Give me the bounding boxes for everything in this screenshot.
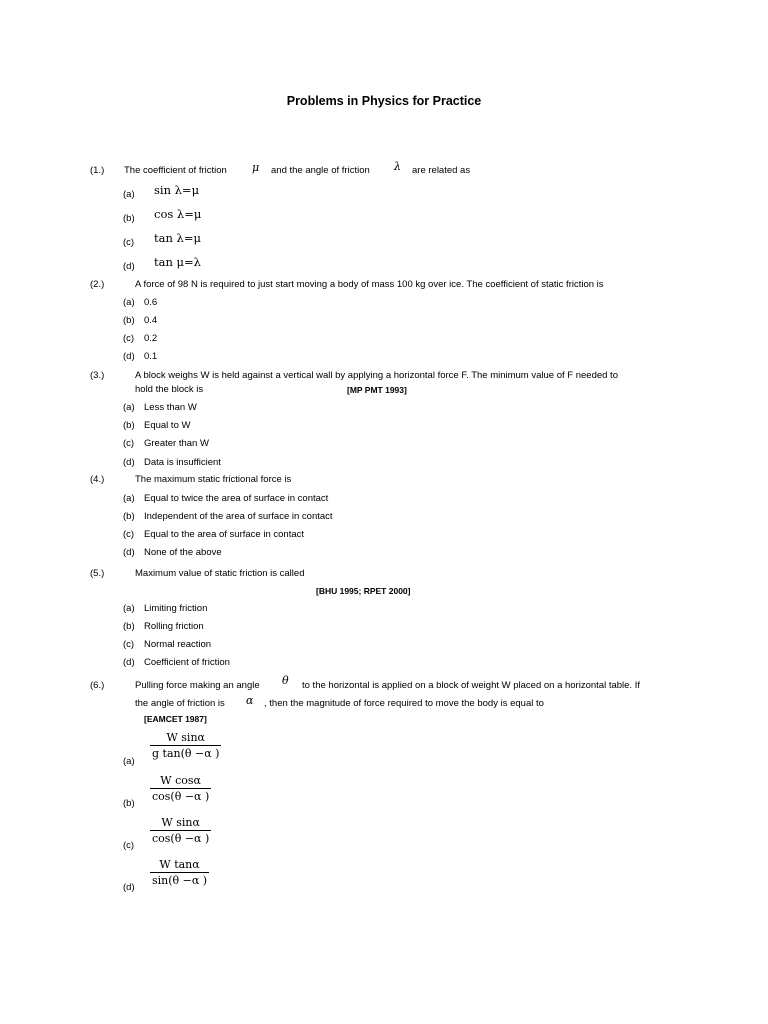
q3-option-text: Data is insufficient	[144, 457, 221, 468]
q3-text-line1: A block weighs W is held against a vertical wall by applying a horizontal force F. The minimum value of F needed to	[135, 370, 618, 381]
fraction-denominator: cos(θ −α )	[152, 832, 210, 845]
q2-option-text: 0.2	[144, 333, 158, 344]
q5-number: (5.)	[90, 568, 105, 579]
q1-option-label: (b)	[123, 213, 135, 224]
q4-option-label: (c)	[123, 529, 135, 540]
q6-text-line2-b: , then the magnitude of force required to move the body is equal to	[264, 698, 544, 709]
q5-option-label: (a)	[123, 603, 135, 614]
q4-option-text: None of the above	[144, 547, 222, 558]
q6-option-label: (a)	[123, 756, 135, 767]
q1-option-label: (c)	[123, 237, 135, 248]
q3-option-text: Greater than W	[144, 438, 209, 449]
fraction-numerator: W sinα	[166, 731, 205, 744]
q3-number: (3.)	[90, 370, 105, 381]
q6-option-label: (d)	[123, 882, 135, 893]
q6-option-fraction	[150, 731, 221, 760]
q3-option-label: (a)	[123, 402, 135, 413]
q2-text: A force of 98 N is required to just start moving a body of mass 100 kg over ice. The coefficient of static friction is	[135, 279, 604, 290]
fraction-numerator: W tanα	[159, 858, 200, 871]
q5-option-label: (c)	[123, 639, 135, 650]
fraction-denominator: cos(θ −α )	[152, 790, 210, 803]
q2-option-text: 0.4	[144, 315, 158, 326]
q4-number: (4.)	[90, 474, 105, 485]
q5-text: Maximum value of static friction is called	[135, 568, 305, 579]
q6-symbol-alpha: α	[246, 694, 254, 707]
fraction-denominator: g tan(θ −α )	[152, 747, 220, 760]
q5-option-text: Rolling friction	[144, 621, 204, 632]
q1-symbol-lambda: λ	[394, 160, 401, 173]
q1-option-math: tan μ=λ	[154, 255, 201, 269]
q1-text-b: and the angle of friction	[271, 165, 370, 176]
q6-text-b: to the horizontal is applied on a block of weight W placed on a horizontal table. If	[302, 680, 640, 691]
q6-option-label: (c)	[123, 840, 135, 851]
q2-option-label: (d)	[123, 351, 135, 362]
q3-option-text: Less than W	[144, 402, 197, 413]
q4-option-label: (a)	[123, 493, 135, 504]
q1-text-a: The coefficient of friction	[124, 165, 227, 176]
q4-option-text: Independent of the area of surface in contact	[144, 511, 333, 522]
fraction-numerator: W cosα	[160, 774, 201, 787]
q4-option-label: (b)	[123, 511, 135, 522]
q1-symbol-mu: μ	[252, 161, 260, 174]
q1-number: (1.)	[90, 165, 105, 176]
q5-option-text: Limiting friction	[144, 603, 208, 614]
q3-text-line2: hold the block is	[135, 384, 204, 395]
q4-option-label: (d)	[123, 547, 135, 558]
q3-source-ref: [MP PMT 1993]	[347, 385, 407, 395]
q4-text: The maximum static frictional force is	[135, 474, 292, 485]
q4-option-text: Equal to the area of surface in contact	[144, 529, 305, 540]
q2-option-label: (a)	[123, 297, 135, 308]
page-title: Problems in Physics for Practice	[286, 94, 482, 108]
q5-option-label: (d)	[123, 657, 135, 668]
q2-number: (2.)	[90, 279, 105, 290]
q3-option-text: Equal to W	[144, 420, 191, 431]
q6-option-fraction	[150, 858, 209, 887]
q3-option-label: (d)	[123, 457, 135, 468]
q6-text-line2-a: the angle of friction is	[135, 698, 225, 709]
q2-option-label: (b)	[123, 315, 135, 326]
q6-number: (6.)	[90, 680, 105, 691]
q5-source-ref: [BHU 1995; RPET 2000]	[316, 586, 411, 596]
q1-text-c: are related as	[412, 165, 471, 176]
q3-option-label: (c)	[123, 438, 135, 449]
fraction-numerator: W sinα	[161, 816, 200, 829]
q4-option-text: Equal to twice the area of surface in contact	[144, 493, 329, 504]
q6-source-ref: [EAMCET 1987]	[144, 714, 207, 724]
q2-option-text: 0.1	[144, 351, 158, 362]
q6-option-label: (b)	[123, 798, 135, 809]
q2-option-text: 0.6	[144, 297, 158, 308]
q1-option-label: (d)	[123, 261, 135, 272]
q6-text-a: Pulling force making an angle	[135, 680, 260, 691]
q6-symbol-theta: θ	[282, 674, 289, 687]
q2-option-label: (c)	[123, 333, 135, 344]
q5-option-text: Coefficient of friction	[144, 657, 230, 668]
fraction-denominator: sin(θ −α )	[152, 874, 208, 887]
q1-option-math: cos λ=μ	[154, 207, 202, 221]
q6-option-fraction	[150, 774, 211, 803]
q6-option-fraction	[150, 816, 211, 845]
q3-option-label: (b)	[123, 420, 135, 431]
q1-option-math: tan λ=μ	[154, 231, 201, 245]
q1-option-math: sin λ=μ	[154, 183, 200, 197]
q1-option-label: (a)	[123, 189, 135, 200]
q5-option-text: Normal reaction	[144, 639, 212, 650]
q5-option-label: (b)	[123, 621, 135, 632]
